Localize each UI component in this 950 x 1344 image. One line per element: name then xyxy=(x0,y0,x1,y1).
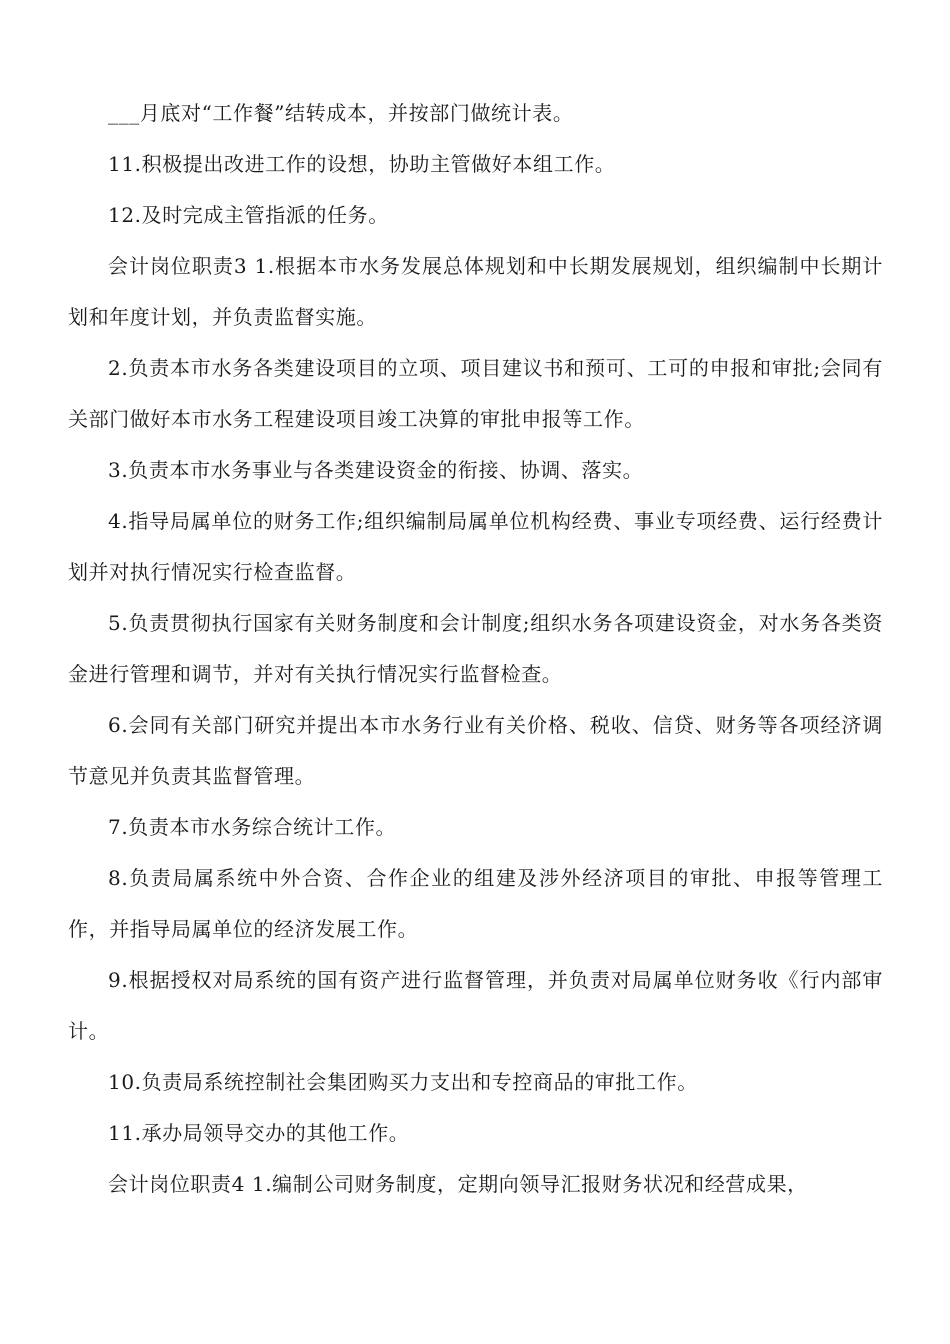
paragraph-duty-3-item-4: 4.指导局属单位的财务工作;组织编制局属单位机构经费、事业专项经费、运行经费计划并对执行情况实行检查监督。 xyxy=(68,509,883,584)
paragraph-duty-3-item-6: 6.会同有关部门研究并提出本市水务行业有关价格、税收、信贷、财务等各项经济调节意见并负责其监督管理。 xyxy=(68,713,883,788)
paragraph-duty-3-item-1: 会计岗位职责3 1.根据本市水务发展总体规划和中长期发展规划，组织编制中长期计划和年度计划，并负责监督实施。 xyxy=(68,254,883,329)
paragraph-meal-cost: ___月底对“工作餐”结转成本，并按部门做统计表。 xyxy=(108,101,574,125)
paragraph-duty-3-item-3: 3.负责本市水务事业与各类建设资金的衔接、协调、落实。 xyxy=(108,458,644,482)
paragraph-duty-3-item-11: 11.承办局领导交办的其他工作。 xyxy=(108,1121,410,1145)
document-body xyxy=(68,88,883,1210)
paragraph-duty-3-item-2: 2.负责本市水务各类建设项目的立项、项目建议书和预可、工可的申报和审批;会同有关部门做好本市水务工程建设项目竣工决算的审批申报等工作。 xyxy=(68,356,883,431)
paragraph-item-12: 12.及时完成主管指派的任务。 xyxy=(108,203,389,227)
paragraph-duty-3-item-7: 7.负责本市水务综合统计工作。 xyxy=(108,815,397,839)
paragraph-duty-3-item-9: 9.根据授权对局系统的国有资产进行监督管理，并负责对局属单位财务收《行内部审计。 xyxy=(68,968,883,1043)
paragraph-duty-4-item-1: 会计岗位职责4 1.编制公司财务制度，定期向领导汇报财务状况和经营成果， xyxy=(108,1172,808,1196)
paragraph-duty-3-item-8: 8.负责局属系统中外合资、合作企业的组建及涉外经济项目的审批、申报等管理工作，并指导局属单位的经济发展工作。 xyxy=(68,866,883,941)
paragraph-duty-3-item-5: 5.负责贯彻执行国家有关财务制度和会计制度;组织水务各项建设资金，对水务各类资金进行管理和调节，并对有关执行情况实行监督检查。 xyxy=(68,611,883,686)
paragraph-item-11: 11.积极提出改进工作的设想，协助主管做好本组工作。 xyxy=(108,152,616,176)
paragraph-duty-3-item-10: 10.负责局系统控制社会集团购买力支出和专控商品的审批工作。 xyxy=(108,1070,698,1094)
